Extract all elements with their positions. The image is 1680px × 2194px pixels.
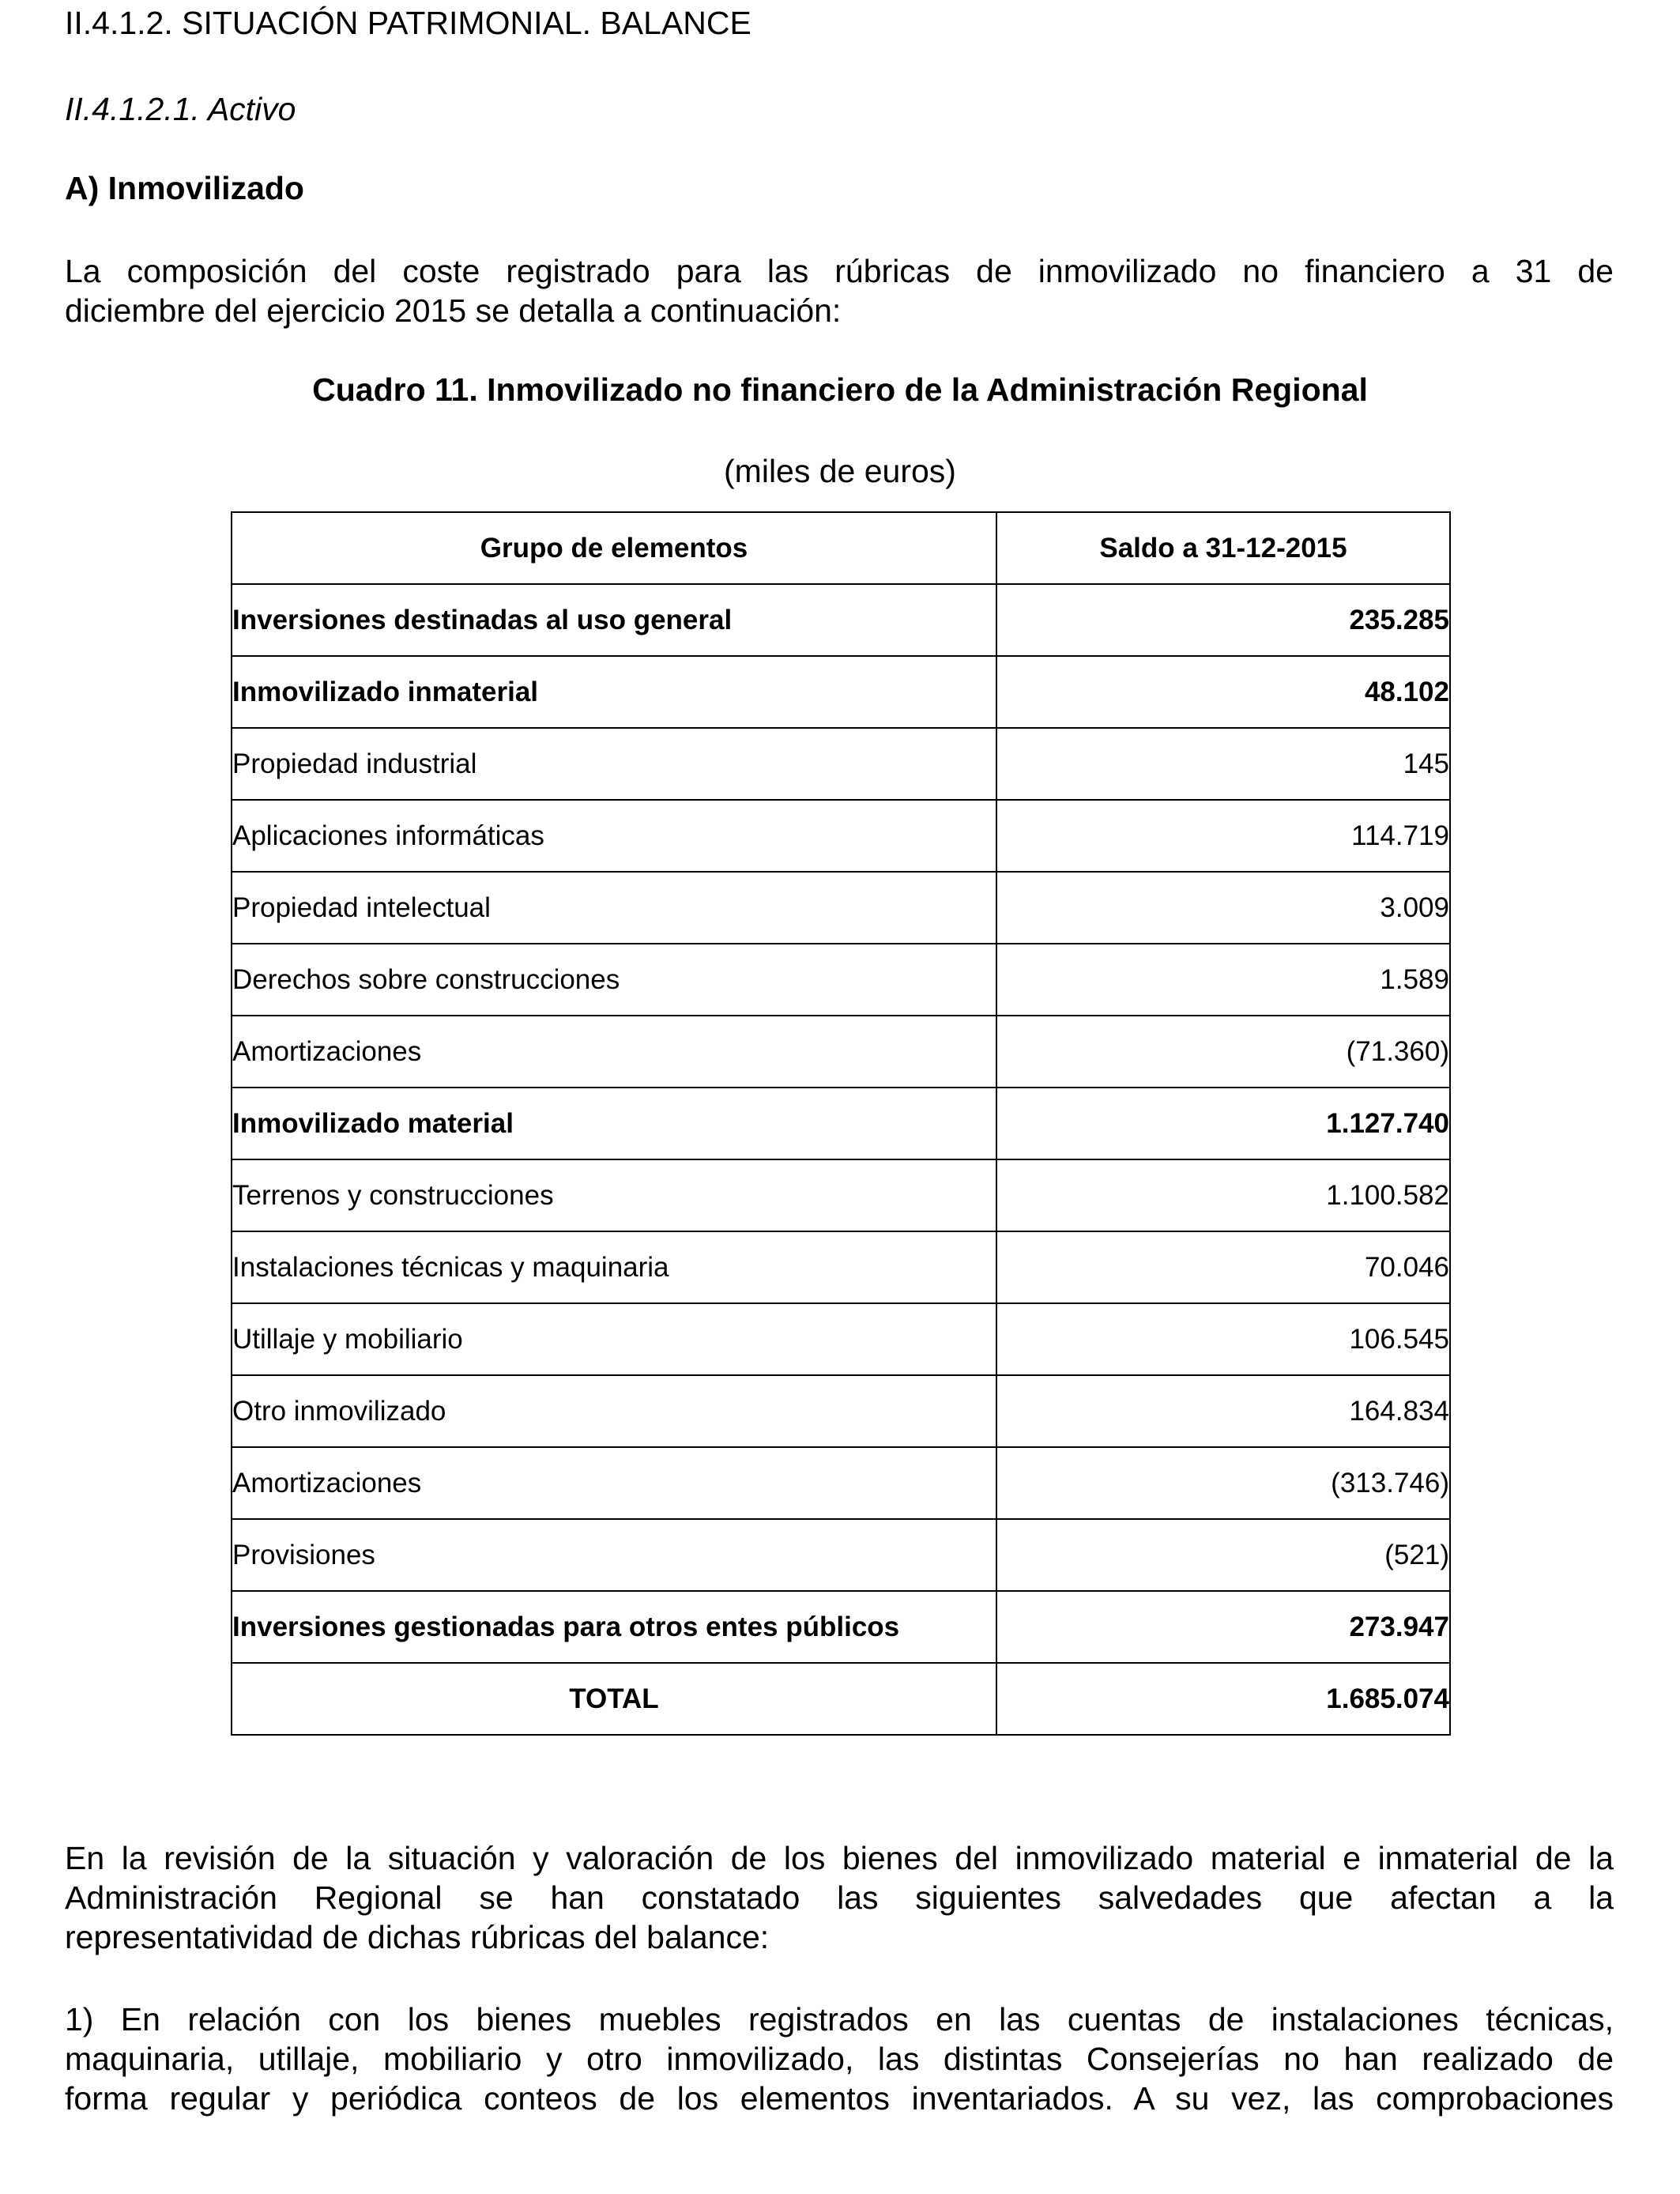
table-row	[232, 1159, 1450, 1231]
total-label: TOTAL	[232, 1663, 996, 1735]
intro-line-1: La composición del coste registrado para las rúbricas de inmovilizado no financiero a 31 de	[65, 253, 1614, 289]
row-value: 70.046	[996, 1231, 1450, 1303]
table-row	[232, 656, 1450, 728]
column-header-balance: Saldo a 31-12-2015	[996, 512, 1450, 584]
row-label: Utillaje y mobiliario	[232, 1303, 996, 1375]
table-row	[232, 1088, 1450, 1159]
column-header-group: Grupo de elementos	[232, 512, 996, 584]
findings-paragraph	[65, 1838, 1614, 1957]
findings-line-1: En la revisión de la situación y valoración de los bienes del inmovilizado material e inmaterial de la	[65, 1840, 1614, 1876]
row-label: Propiedad industrial	[232, 728, 996, 800]
row-value: 1.100.582	[996, 1159, 1450, 1231]
table-row	[232, 1016, 1450, 1088]
row-label: Propiedad intelectual	[232, 872, 996, 944]
row-label: Inversiones gestionadas para otros entes públicos	[232, 1591, 996, 1663]
table-header-row	[232, 512, 1450, 584]
row-label: Aplicaciones informáticas	[232, 800, 996, 872]
total-value: 1.685.074	[996, 1663, 1450, 1735]
point-1-line-1: 1) En relación con los bienes muebles registrados en las cuentas de instalaciones técnicas,	[65, 2001, 1614, 2038]
row-value: 3.009	[996, 872, 1450, 944]
row-value: 164.834	[996, 1375, 1450, 1447]
table-row	[232, 872, 1450, 944]
row-value: 1.127.740	[996, 1088, 1450, 1159]
table-caption: Cuadro 11. Inmovilizado no financiero de la Administración Regional	[312, 371, 1368, 408]
table-row	[232, 944, 1450, 1016]
row-label: Amortizaciones	[232, 1016, 996, 1088]
fixed-assets-table	[231, 511, 1451, 1736]
table-row	[232, 728, 1450, 800]
table-row	[232, 584, 1450, 656]
row-label: Amortizaciones	[232, 1447, 996, 1519]
intro-line-2: diciembre del ejercicio 2015 se detalla a continuación:	[65, 292, 842, 329]
table-row	[232, 1447, 1450, 1519]
table-units: (miles de euros)	[724, 453, 956, 489]
row-value: (313.746)	[996, 1447, 1450, 1519]
table-row	[232, 1591, 1450, 1663]
row-value: 1.589	[996, 944, 1450, 1016]
row-label: Instalaciones técnicas y maquinaria	[232, 1231, 996, 1303]
row-value: (521)	[996, 1519, 1450, 1591]
section-heading: II.4.1.2. SITUACIÓN PATRIMONIAL. BALANCE	[65, 5, 751, 41]
table-row	[232, 1519, 1450, 1591]
row-label: Inmovilizado inmaterial	[232, 656, 996, 728]
row-label: Inversiones destinadas al uso general	[232, 584, 996, 656]
row-label: Provisiones	[232, 1519, 996, 1591]
item-heading: A) Inmovilizado	[65, 170, 304, 206]
row-value: 48.102	[996, 656, 1450, 728]
row-value: 106.545	[996, 1303, 1450, 1375]
intro-paragraph	[65, 251, 1614, 330]
row-value: 114.719	[996, 800, 1450, 872]
row-value: (71.360)	[996, 1016, 1450, 1088]
subsection-heading: II.4.1.2.1. Activo	[65, 91, 296, 127]
table-row	[232, 1375, 1450, 1447]
table-row	[232, 1303, 1450, 1375]
row-value: 235.285	[996, 584, 1450, 656]
row-label: Inmovilizado material	[232, 1088, 996, 1159]
row-label: Derechos sobre construcciones	[232, 944, 996, 1016]
point-1-line-3: forma regular y periódica conteos de los elementos inventariados. A su vez, las comprobaciones	[65, 2080, 1614, 2117]
findings-line-3: representatividad de dichas rúbricas del balance:	[65, 1919, 770, 1955]
row-label: Otro inmovilizado	[232, 1375, 996, 1447]
findings-line-2: Administración Regional se han constatado las siguientes salvedades que afectan a la	[65, 1879, 1614, 1916]
row-label: Terrenos y construcciones	[232, 1159, 996, 1231]
row-value: 273.947	[996, 1591, 1450, 1663]
point-1-paragraph	[65, 2000, 1614, 2118]
point-1-line-2: maquinaria, utillaje, mobiliario y otro inmovilizado, las distintas Consejerías no han realizado de	[65, 2041, 1614, 2077]
row-value: 145	[996, 728, 1450, 800]
table-row	[232, 1231, 1450, 1303]
table-total-row	[232, 1663, 1450, 1735]
table-row	[232, 800, 1450, 872]
